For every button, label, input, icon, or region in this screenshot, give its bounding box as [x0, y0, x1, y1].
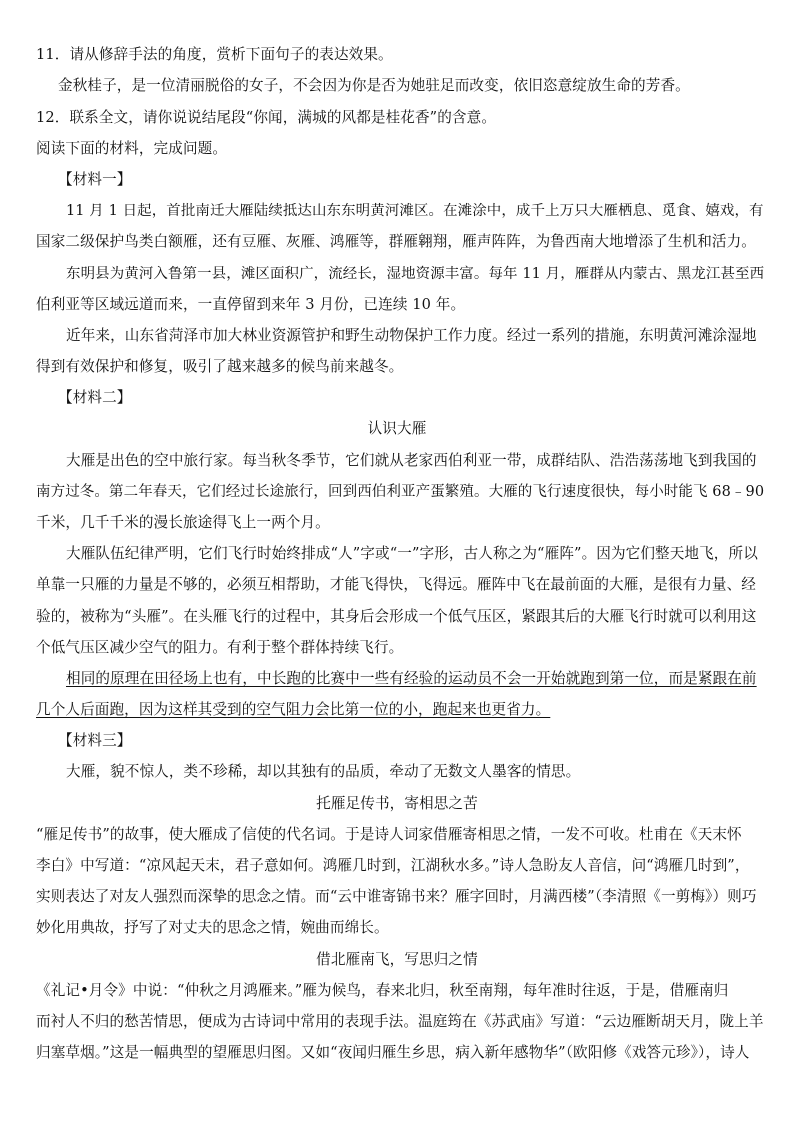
- reading-intro: 阅读下面的材料，完成问题。: [36, 140, 228, 157]
- paragraph-line: 千米，几千千米的漫长旅途得飞上一两个月。: [36, 514, 330, 531]
- paragraph-line: 国家二级保护鸟类白额雁，还有豆雁、灰雁、鸿雁等，群雁翱翔，雁声阵阵，为鲁西南大地增添了生机和活力。: [36, 233, 756, 250]
- paragraph-line: 实则表达了对友人强烈而深挚的思念之情。而“云中谁寄锦书来？雁字回时，月满西楼”（李清照《一剪梅》）则巧: [36, 888, 757, 905]
- underlined-line: 几个人后面跑，因为这样其受到的空气阻力会比第一位的小，跑起来也更省力。: [36, 701, 551, 718]
- paragraph-line: 而衬人不归的愁苦情思，便成为古诗词中常用的表现手法。温庭筠在《苏武庙》写道：“云边雁断胡天月，陇上羊: [36, 1013, 764, 1030]
- question-12: 12．联系全文，请你说说结尾段“你闻，满城的风都是桂花香”的含意。: [36, 109, 497, 126]
- paragraph-line: 李白》中写道：“凉风起天末，君子意如何。鸿雁几时到，江湖秋水多。”诗人急盼友人音信，问“鸿雁几时到”，: [36, 857, 750, 874]
- question-11-quote: 金秋桂子，是一位清丽脱俗的女子，不会因为你是否为她驻足而改变，依旧恣意绽放生命的芳香。: [58, 77, 690, 94]
- paragraph-line: 东明县为黄河入鲁第一县，滩区面积广，流经长，湿地资源丰富。每年 11 月，雁群从内蒙古、黑龙江甚至西: [66, 266, 765, 282]
- material-3-subtitle-1: 托雁足传书，寄相思之苦: [316, 795, 478, 812]
- paragraph-line: 11 月 1 日起，首批南迁大雁陆续抵达山东东明黄河滩区。在滩涂中，成千上万只大雁栖息、觅食、嬉戏，有: [66, 203, 764, 219]
- material-1-heading: 【材料一】: [58, 171, 132, 188]
- paragraph-line: 近年来，山东省菏泽市加大林业资源管护和野生动物保护工作力度。经过一系列的措施，东明黄河滩涂湿地: [66, 327, 757, 344]
- paragraph-line: 大雁是出色的空中旅行家。每当秋冬季节，它们就从老家西伯利亚一带，成群结队、浩浩荡荡地飞到我国的: [66, 452, 757, 469]
- paragraph-line: 大雁，貌不惊人，类不珍稀，却以其独有的品质，牵动了无数文人墨客的情思。: [66, 763, 581, 780]
- paragraph-line: “雁足传书”的故事，使大雁成了信使的代名词。于是诗人词家借雁寄相思之情，一发不可收。杜甫在《天末怀: [36, 826, 742, 843]
- paragraph-line: 得到有效保护和修复，吸引了越来越多的候鸟前来越冬。: [36, 358, 404, 375]
- material-3-heading: 【材料三】: [58, 732, 132, 749]
- material-2-heading: 【材料二】: [58, 389, 132, 406]
- paragraph-line: 伯利亚等区域远道而来，一直停留到来年 3 月份，已连续 10 年。: [36, 296, 466, 313]
- paragraph-line: 《礼记•月令》中说：“仲秋之月鸿雁来。”雁为候鸟，春来北归，秋至南翔，每年准时往返，于是，借雁南归: [36, 982, 729, 999]
- paragraph-line: 归塞草烟。”这是一幅典型的望雁思归图。又如“夜闻归雁生乡思，病入新年感物华”（欧阳修《戏答元珍》），诗人: [36, 1044, 750, 1061]
- paragraph-line: 验的，被称为“头雁”。在头雁飞行的过程中，其身后会形成一个低气压区，紧跟其后的大雁飞行时就可以利用这: [36, 608, 757, 625]
- paragraph-line: 妙化用典故，抒写了对丈夫的思念之情，婉曲而绵长。: [36, 919, 389, 936]
- material-2-title: 认识大雁: [367, 420, 427, 437]
- paragraph-line: 南方过冬。第二年春天，它们经过长途旅行，回到西伯利亚产蛋繁殖。大雁的飞行速度很快，每小时能飞 68﹣90: [36, 484, 765, 500]
- underlined-line: 相同的原理在田径场上也有，中长跑的比赛中一些有经验的运动员不会一开始就跑到第一位，而是紧跟在前: [66, 670, 757, 687]
- paragraph-line: 大雁队伍纪律严明，它们飞行时始终排成“人”字或“一”字形，古人称之为“雁阵”。因为它们整天地飞，所以: [66, 545, 758, 562]
- paragraph-line: 个低气压区减少空气的阻力。有利于整个群体持续飞行。: [36, 639, 404, 656]
- question-11: 11．请从修辞手法的角度，赏析下面句子的表达效果。: [36, 46, 393, 63]
- paragraph-line: 单靠一只雁的力量是不够的，必须互相帮助，才能飞得快，飞得远。雁阵中飞在最前面的大雁，是很有力量、经: [36, 576, 756, 593]
- material-3-subtitle-2: 借北雁南飞，写思归之情: [316, 951, 478, 968]
